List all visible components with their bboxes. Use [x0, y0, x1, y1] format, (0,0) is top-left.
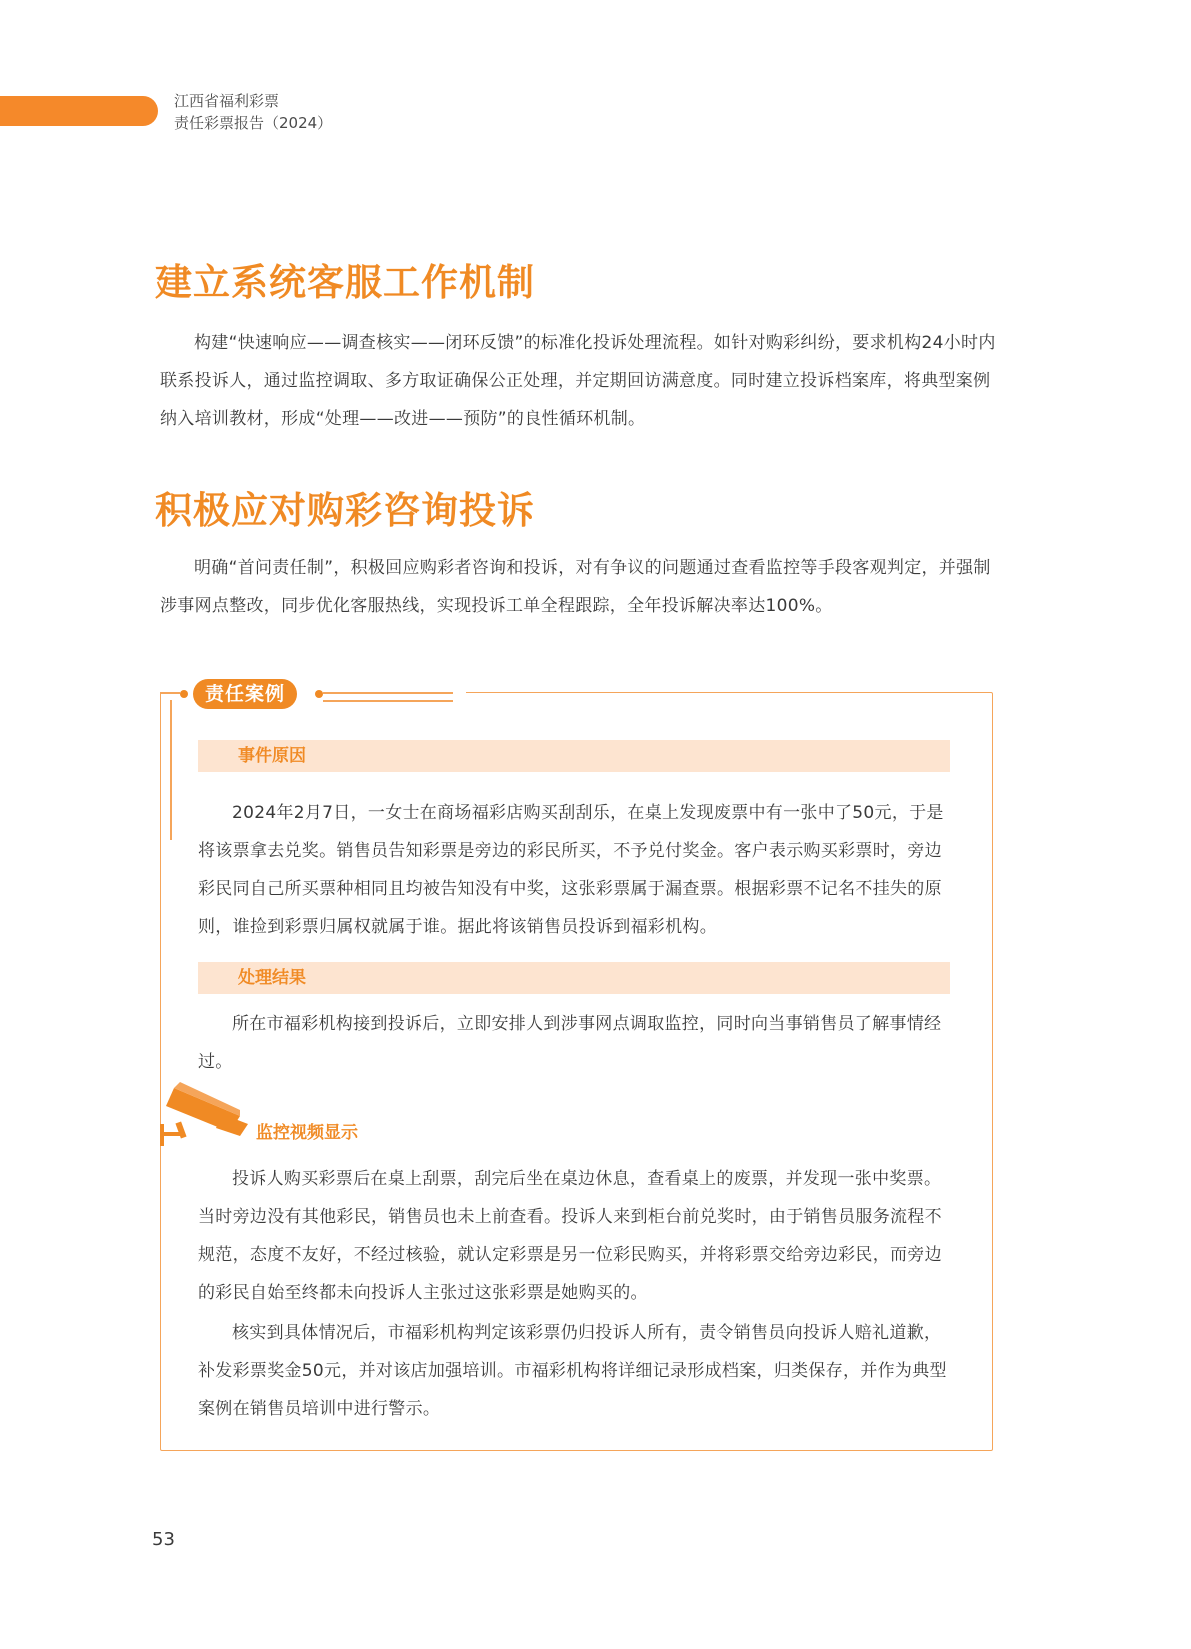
cctv-camera-icon — [160, 1080, 250, 1146]
case-cause-heading-bar — [198, 740, 950, 772]
header-report-title: 责任彩票报告（2024） — [174, 114, 333, 132]
page-number: 53 — [152, 1529, 175, 1550]
report-header — [174, 90, 332, 134]
header-accent-bar — [0, 96, 158, 126]
case-video-heading: 监控视频显示 — [256, 1123, 358, 1143]
header-org: 江西省福利彩票 — [174, 92, 280, 110]
case-tag: 责任案例 — [193, 679, 297, 709]
case-video-body-2: 核实到具体情况后，市福彩机构判定该彩票仍归投诉人所有，责令销售员向投诉人赔礼道歉，补发彩票奖金50元，并对该店加强培训。市福彩机构将详细记录形成档案，归类保存，并作为典型案例在销售员培训中进行警示。 — [198, 1323, 947, 1419]
section-title-service-mechanism: 建立系统客服工作机制 — [155, 261, 535, 304]
section-title-complaint-handling: 积极应对购彩咨询投诉 — [155, 489, 535, 532]
section-body-service-mechanism: 构建“快速响应——调查核实——闭环反馈”的标准化投诉处理流程。如针对购彩纠纷，要求机构24小时内联系投诉人，通过监控调取、多方取证确保公正处理，并定期回访满意度。同时建立投诉档案库，将典型案例纳入培训教材，形成“处理——改进——预防”的良性循环机制。 — [160, 333, 996, 429]
case-video-body-1: 投诉人购买彩票后在桌上刮票，刮完后坐在桌边休息，查看桌上的废票，并发现一张中奖票。当时旁边没有其他彩民，销售员也未上前查看。投诉人来到柜台前兑奖时，由于销售员服务流程不规范，态度不友好，不经过核验，就认定彩票是另一位彩民购买，并将彩票交给旁边彩民，而旁边的彩民自始至终都未向投诉人主张过这张彩票是她购买的。 — [198, 1169, 942, 1303]
case-cause-heading: 事件原因 — [238, 746, 306, 766]
case-result-body: 所在市福彩机构接到投诉后，立即安排人到涉事网点调取监控，同时向当事销售员了解事情经过。 — [198, 1014, 942, 1072]
case-result-heading: 处理结果 — [238, 968, 306, 988]
case-cause-body: 2024年2月7日，一女士在商场福彩店购买刮刮乐，在桌上发现废票中有一张中了50元，于是将该票拿去兑奖。销售员告知彩票是旁边的彩民所买，不予兑付奖金。客户表示购买彩票时，旁边彩民同自己所买票种相同且均被告知没有中奖，这张彩票属于漏查票。根据彩票不记名不挂失的原则，谁捡到彩票归属权就属于谁。据此将该销售员投诉到福彩机构。 — [198, 803, 944, 937]
case-result-heading-bar — [198, 962, 950, 994]
section-body-complaint-handling: 明确“首问责任制”，积极回应购彩者咨询和投诉，对有争议的问题通过查看监控等手段客观判定，并强制涉事网点整改，同步优化客服热线，实现投诉工单全程跟踪，全年投诉解决率达100%。 — [160, 558, 991, 616]
